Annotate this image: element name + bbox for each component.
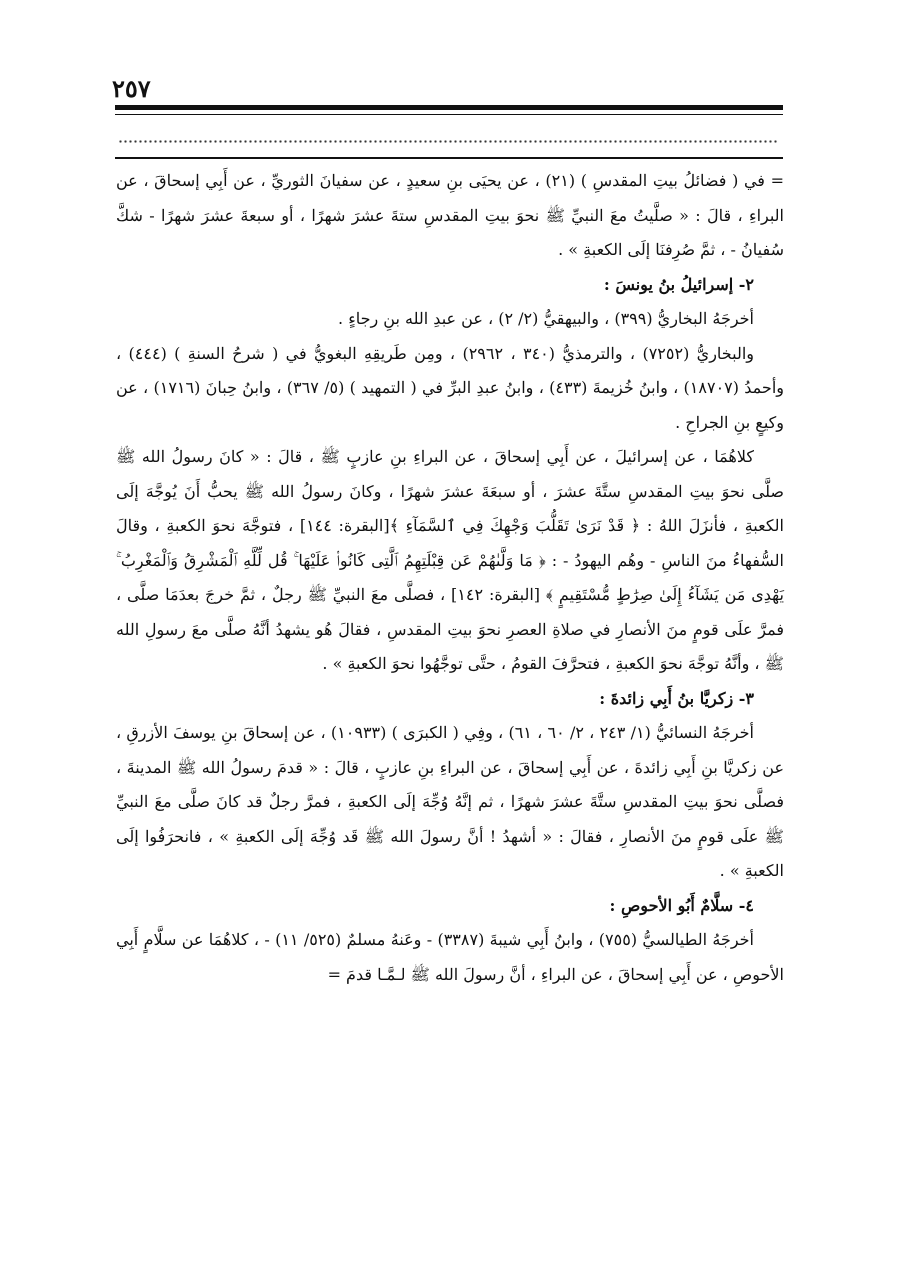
dotted-separator (118, 135, 778, 147)
paragraph-bukhari-bayhaqi: أخرجَهُ البخاريُّ (٣٩٩) ، والبيهقيُّ (٢/ ٢) ، عن عبدِ الله بنِ رجاءٍ . (338, 309, 754, 328)
footnote-body (116, 164, 784, 992)
section-heading-israil: ٢- إسرائيلُ بنُ يونسَ : (603, 274, 754, 294)
paragraph-tayalisi: أخرجَهُ الطيالسيُّ (٧٥٥) ، وابنُ أَبِي شيبةَ (٣٣٨٧) - وعَنهُ مسلمٌ (٥٢٥/ ١١) - ، كلاهُمَا عن سلَّامٍ أَبِي الأحوصِ ، عن أَبِي إسحاقَ ، عن البراءِ ، أنَّ رسولَ الله ﷺ لـمَّـا قدمَ = (116, 930, 784, 984)
paragraph-hadith-text: كلاهُمَا ، عن إسرائيلَ ، عن أَبِي إسحاقَ ، عن البراءِ بنِ عازبٍ ﷺ ، قالَ : « كانَ رسولُ الله ﷺ صلَّى نحوَ بيتِ المقدسِ ستَّةَ عشرَ ، أو سبعَةَ عشرَ شهرًا ، وكانَ رسولُ الله ﷺ يحبُّ أَنَ يُوجَّهَ إلَى الكعبةِ ، فأنزَلَ اللهُ : ﴿ قَدْ نَرَىٰ تَقَلُّبَ وَجْهِكَ فِي ٱلسَّمَآءِ ﴾[البقرة: ١٤٤] ، فتوجَّهَ نحوَ الكعبةِ ، وقالَ السُّفهاءُ منَ الناسِ - وهُم اليهودُ - : ﴿ مَا وَلَّىٰهُمْ عَن قِبْلَتِهِمُ ٱلَّتِى كَانُوا۟ عَلَيْهَا ۚ قُل لِّلَّهِ ٱلْمَشْرِقُ وَٱلْمَغْرِبُ ۚ يَهْدِى مَن يَشَآءُ إِلَىٰ صِرَٰطٍ مُّسْتَقِيمٍ ﴾ [البقرة: ١٤٢] ، فصلَّى معَ النبيِّ ﷺ رجلٌ ، ثمَّ خرجَ بعدَمَا صلَّى ، فمرَّ علَى قومٍ منَ الأنصارِ في صلاةِ العصرِ نحوَ بيتِ المقدسِ ، فقالَ هُو يشهدُ أنَّهُ صلَّى معَ رسولِ الله ﷺ ، وأنَّهُ توجَّهَ نحوَ الكعبةِ ، فتحرَّفَ القومُ ، حتَّى توجَّهُوا نحوَ الكعبةِ » . (116, 447, 785, 673)
paragraph-sources-waki: والبخاريُّ (٧٢٥٢) ، والترمذيُّ (٣٤٠ ، ٢٩٦٢) ، ومِن طَريقِهِ البغويُّ في ( شرحُ السنةِ ) (٤٤٤) ، وأحمدُ (١٨٧٠٧) ، وابنُ خُزيمةَ (٤٣٣) ، وابنُ عبدِ البرِّ في ( التمهيد ) (٥/ ٣٦٧) ، وابنُ حِبانَ (١٧١٦) ، عن وكيعٍ بنِ الجراحِ . (116, 343, 784, 432)
footnote-rule (115, 157, 783, 159)
section-heading-sallam: ٤- سلَّامٌ أَبُو الأحوصِ : (609, 895, 754, 915)
section-heading-zakariyya: ٣- زكريَّا بنُ أَبِي زائدةَ : (599, 688, 754, 708)
footnote-continuation: = في ( فضائلُ بيتِ المقدسِ ) (٢١) ، عن يحيَى بنِ سعيدٍ ، عن سفيانَ الثوريِّ ، عن أَبِي إسحاقَ ، عن البراءِ ، قالَ : « صلَّيتُ معَ النبيِّ ﷺ نحوَ بيتِ المقدسِ ستةَ عشرَ شهرًا ، أو سبعةَ عشرَ شهرًا - شكَّ سُفيانُ - ، ثمَّ صُرِفنَا إلَى الكعبةِ » . (116, 171, 784, 259)
paragraph-nasai: أخرجَهُ النسائيُّ (١/ ٢٤٣ ، ٢/ ٦٠ ، ٦١) ، وفِي ( الكبرَى ) (١٠٩٣٣) ، عن إسحاقَ بنِ يوسفَ الأزرقِ ، عن زكريَّا بنِ أَبِي زائدةَ ، عن أَبِي إسحاقَ ، عن البراءِ بنِ عازبٍ ، قالَ : « قدمَ رسولُ الله ﷺ المدينةَ ، فصلَّى نحوَ بيتِ المقدسِ ستَّةَ عشرَ شهرًا ، ثم إنَّهُ وُجِّهَ إلَى الكعبةِ ، فمرَّ رجلٌ قد كانَ صلَّى معَ النبيِّ ﷺ علَى قومٍ منَ الأنصارِ ، فقالَ : « أشهدُ ! أنَّ رسولَ الله ﷺ قَد وُجِّهَ إلَى الكعبةِ » ، فانحرَفُوا إلَى الكعبةِ » . (116, 723, 784, 880)
header-rule-thick (115, 105, 783, 110)
page-number: ٢٥٧ (112, 74, 151, 103)
header-rule-thin (115, 114, 783, 115)
